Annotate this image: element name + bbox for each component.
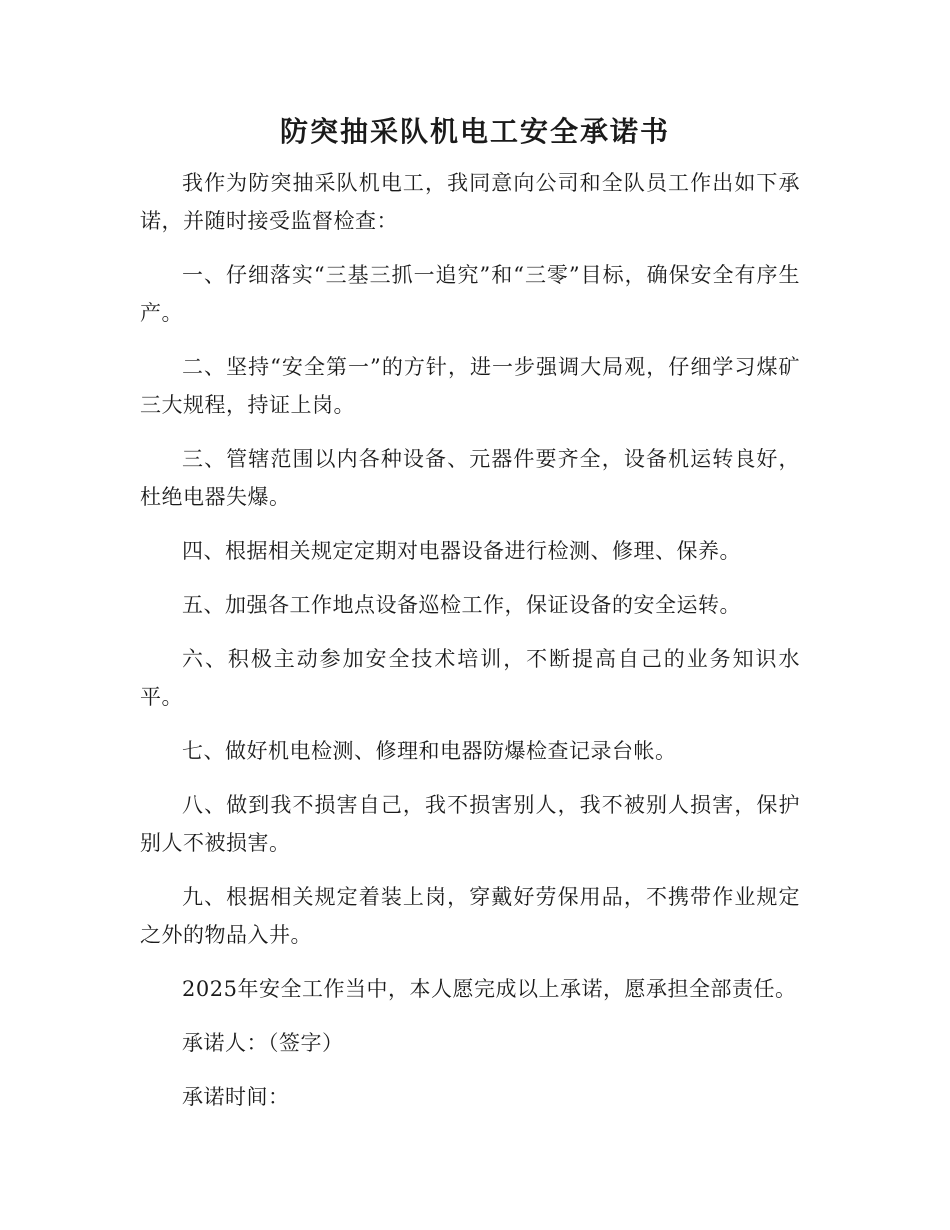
- closing-statement: 2025年安全工作当中，本人愿完成以上承诺，愿承担全部责任。: [182, 977, 797, 1001]
- commitment-item-7: 七、做好机电检测、修理和电器防爆检查记录台帐。: [182, 739, 677, 763]
- document-title: 防突抽采队机电工安全承诺书: [279, 115, 670, 148]
- commitment-item-1: 一、仔细落实“三基三抓一追究”和“三零”目标，确保安全有序生产。: [140, 263, 800, 325]
- intro-paragraph: 我作为防突抽采队机电工，我同意向公司和全队员工作出如下承诺，并随时接受监督检查：: [140, 171, 800, 233]
- document-body: [140, 164, 800, 1132]
- date-label: 承诺时间：: [182, 1085, 290, 1109]
- commitment-item-9: 九、根据相关规定着装上岗，穿戴好劳保用品，不携带作业规定之外的物品入井。: [140, 885, 800, 947]
- commitment-item-6: 六、积极主动参加安全技术培训，不断提高自己的业务知识水平。: [140, 647, 800, 709]
- commitment-item-4: 四、根据相关规定定期对电器设备进行检测、修理、保养。: [182, 539, 741, 563]
- commitment-item-2: 二、坚持“安全第一”的方针，进一步强调大局观，仔细学习煤矿三大规程，持证上岗。: [140, 355, 800, 417]
- signer-label: 承诺人：（签字）: [182, 1031, 344, 1055]
- commitment-item-5: 五、加强各工作地点设备巡检工作，保证设备的安全运转。: [182, 593, 741, 617]
- commitment-item-3: 三、管辖范围以内各种设备、元器件要齐全，设备机运转良好，杜绝电器失爆。: [140, 447, 800, 509]
- commitment-item-8: 八、做到我不损害自己，我不损害别人，我不被别人损害，保护别人不被损害。: [140, 793, 800, 855]
